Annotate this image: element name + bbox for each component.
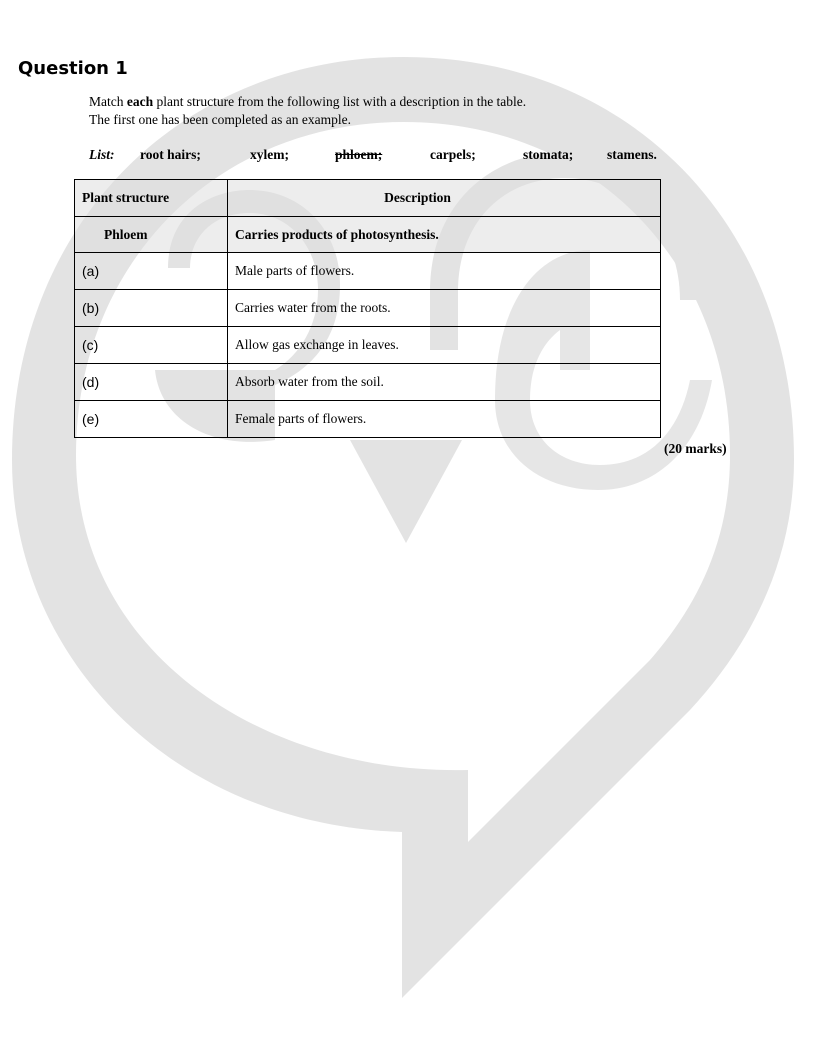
question-title: Question 1 [18, 58, 128, 79]
list-item-carpels: carpels; [430, 147, 476, 162]
list-item-xylem: xylem; [250, 147, 289, 162]
table-row [75, 290, 661, 327]
row-label: (b) [75, 290, 228, 327]
answer-table [74, 179, 661, 438]
marks-total: (20 marks) [664, 441, 727, 456]
row-label: (c) [75, 327, 228, 364]
list-item-root-hairs: root hairs; [140, 147, 201, 162]
row-label: (a) [75, 253, 228, 290]
table-row-example [75, 217, 661, 253]
instruction-line-1 [89, 94, 526, 110]
table-row [75, 401, 661, 438]
row-label: (e) [75, 401, 228, 438]
list-item-phloem: phloem; [335, 147, 383, 162]
list-label: List: [89, 147, 115, 162]
row-description: Female parts of flowers. [228, 401, 661, 438]
row-description: Carries water from the roots. [228, 290, 661, 327]
list-item-stomata: stomata; [523, 147, 574, 162]
instruction-emphasis: each [126, 94, 154, 109]
table-row [75, 327, 661, 364]
row-description: Allow gas exchange in leaves. [228, 327, 661, 364]
table-header-row [75, 180, 661, 217]
row-description: Absorb water from the soil. [228, 364, 661, 401]
header-plant-structure: Plant structure [75, 180, 228, 217]
table-row [75, 253, 661, 290]
structure-list [89, 147, 689, 165]
instruction-text: plant structure from the following list with a description in the table. [153, 94, 527, 109]
example-structure: Phloem [75, 217, 228, 253]
instruction-text: Match [89, 94, 127, 109]
row-description: Male parts of flowers. [228, 253, 661, 290]
instruction-line-2: The first one has been completed as an example. [89, 112, 352, 127]
table-row [75, 364, 661, 401]
example-description: Carries products of photosynthesis. [228, 217, 661, 253]
header-description: Description [228, 180, 661, 217]
row-label: (d) [75, 364, 228, 401]
list-item-stamens: stamens. [607, 147, 657, 162]
